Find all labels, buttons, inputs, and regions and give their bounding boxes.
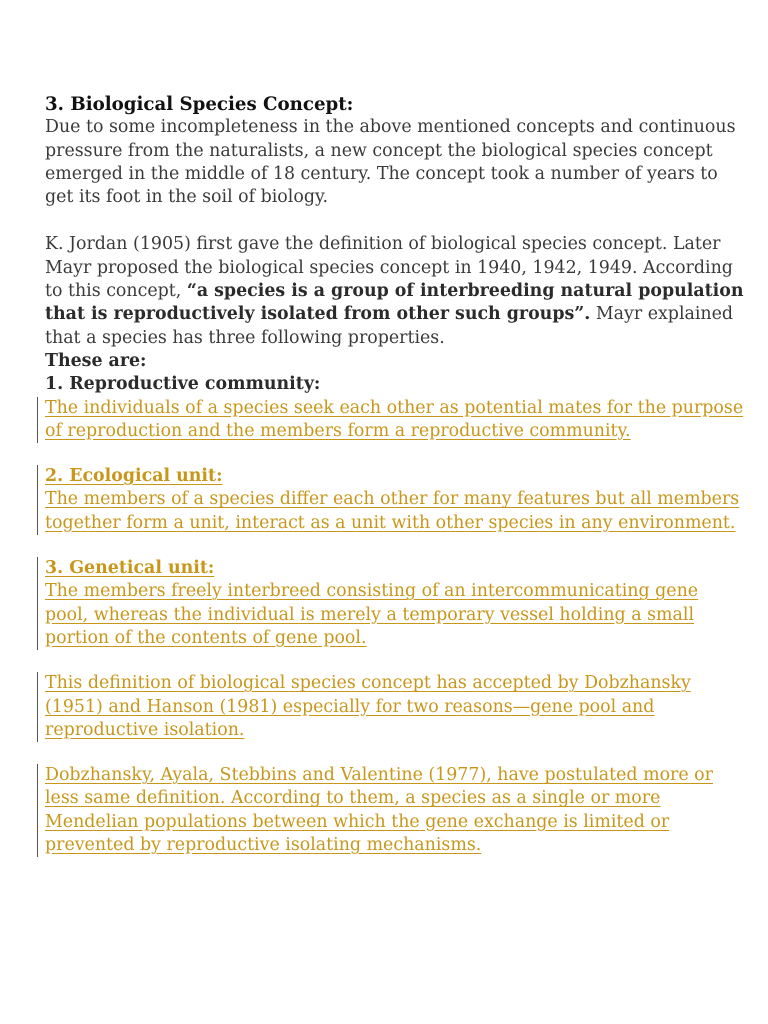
property-2-block	[45, 465, 745, 535]
change-bar	[37, 557, 38, 650]
property-3-title: 3. Genetical unit:	[45, 558, 215, 579]
property-1-title: 1. Reproductive community:	[45, 374, 321, 395]
acceptance-text: This definition of biological species concept has accepted by Dobzhansky (1951) and Hanson (1981) especially for two reasons—gene pool and reproductive isolation.	[45, 673, 691, 740]
property-2-title: 2. Ecological unit:	[45, 466, 223, 487]
section-title: 3. Biological Species Concept:	[45, 94, 354, 115]
property-3-block	[45, 557, 745, 650]
change-bar	[37, 764, 38, 857]
definition-quote: “a species is a group of interbreeding natural population that is reproductively isolated from other such groups”.	[45, 281, 744, 325]
definition-paragraph	[45, 233, 745, 349]
dobzhansky-block	[45, 764, 745, 857]
property-1-text: The individuals of a species seek each other as potential mates for the purpose of reproduction and the members form a reproductive community.	[45, 397, 744, 441]
dobzhansky-text: Dobzhansky, Ayala, Stebbins and Valentine (1977), have postulated more or less same definition. According to them, a species as a single or more Mendelian populations between which the gene exchange is limited or prevented by reproductive isolating mechanisms.	[45, 765, 713, 856]
these-are-label: These are:	[45, 350, 147, 371]
change-bar	[37, 465, 38, 535]
change-bar	[37, 672, 38, 742]
document-content	[45, 93, 745, 857]
intro-paragraph: Due to some incompleteness in the above mentioned concepts and continuous pressure from the naturalists, a new concept the biological species concept emerged in the middle of 18 century. The concept took a number of years to get its foot in the soil of biology.	[45, 117, 736, 208]
property-1-text-block	[45, 397, 745, 444]
definition-pre: K. Jordan (1905) first gave the definition of biological species concept. Later Mayr proposed the biological species concept in 1940, 1942, 1949. According to this concept,	[45, 234, 733, 302]
acceptance-block	[45, 672, 745, 742]
change-bar	[37, 397, 38, 444]
property-2-text: The members of a species differ each other for many features but all members together form a unit, interact as a unit with other species in any environment.	[45, 489, 740, 533]
definition-post: Mayr explained that a species has three following properties.	[45, 304, 734, 348]
property-3-text: The members freely interbreed consisting of an intercommunicating gene pool, whereas the individual is merely a temporary vessel holding a small portion of the contents of gene pool.	[45, 581, 699, 648]
